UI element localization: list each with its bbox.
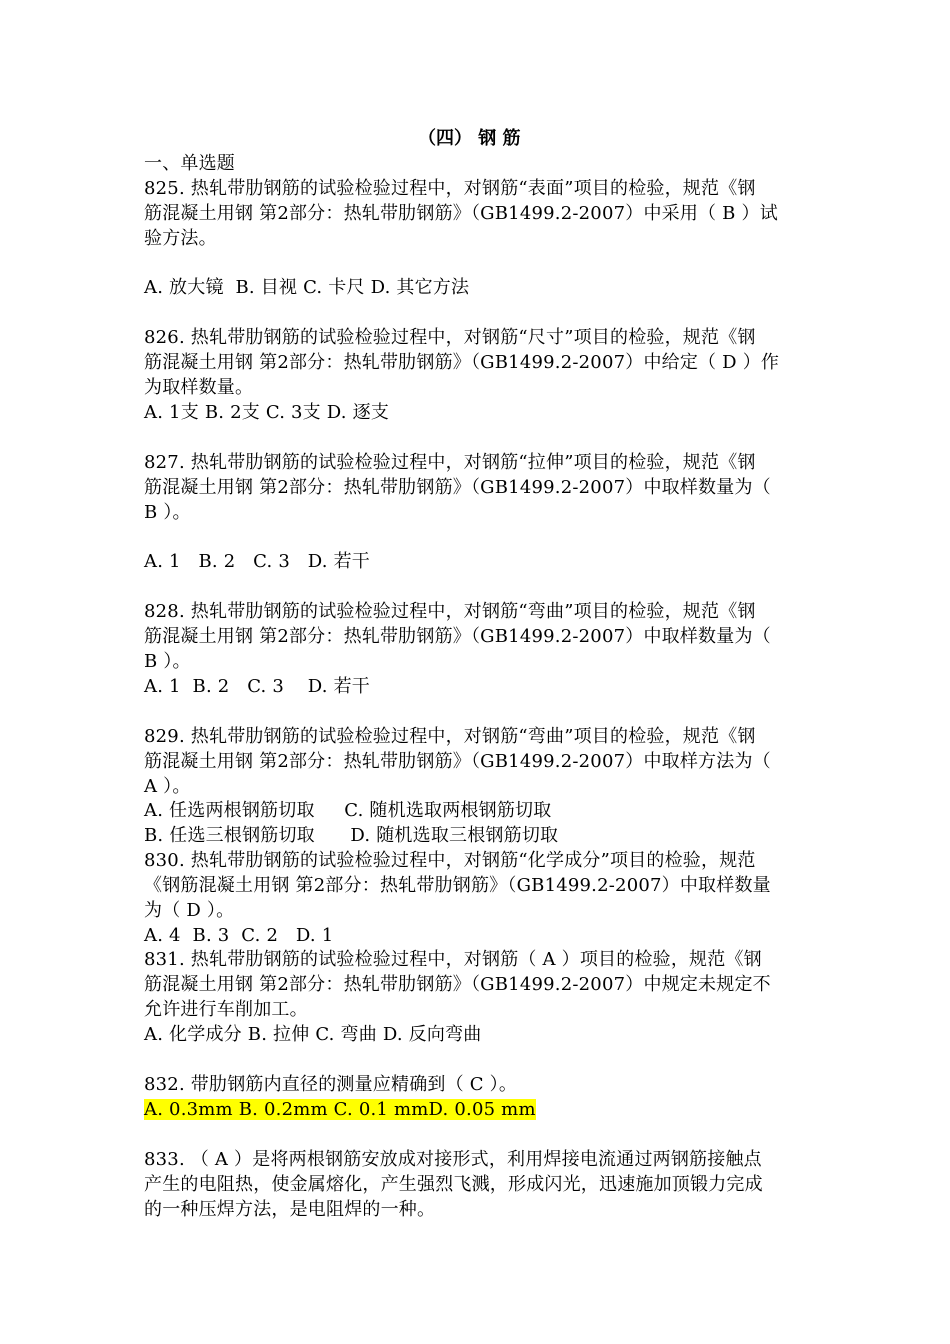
- q829-line-1: 829. 热轧带肋钢筋的试验检验过程中，对钢筋“弯曲”项目的检验，规范《钢: [144, 726, 756, 747]
- q829-options-1: A. 任选两根钢筋切取 C. 随机选取两根钢筋切取: [144, 800, 552, 821]
- q830-options: A. 4 B. 3 C. 2 D. 1: [144, 925, 334, 946]
- q833-line-3: 的一种压焊方法，是电阻焊的一种。: [144, 1199, 436, 1220]
- highlight-mark: A. 0.3mm B. 0.2mm C. 0.1 mmD. 0.05 mm: [144, 1099, 536, 1120]
- q828-line-3: B ）。: [144, 651, 191, 672]
- q831-line-2: 筋混凝土用钢 第2部分：热轧带肋钢筋》（GB1499.2-2007）中规定未规定不: [144, 974, 771, 995]
- q826-options: A. 1支 B. 2支 C. 3支 D. 逐支: [144, 402, 390, 423]
- q827-options: A. 1 B. 2 C. 3 D. 若干: [144, 551, 370, 572]
- q828-line-1: 828. 热轧带肋钢筋的试验检验过程中，对钢筋“弯曲”项目的检验，规范《钢: [144, 601, 756, 622]
- q831-line-3: 允许进行车削加工。: [144, 999, 308, 1020]
- q832-line-1: 832. 带肋钢筋内直径的测量应精确到（ C ）。: [144, 1074, 518, 1095]
- q832-options-highlighted: [144, 1097, 536, 1122]
- q831-line-1: 831. 热轧带肋钢筋的试验检验过程中，对钢筋（ A ）项目的检验，规范《钢: [144, 949, 762, 970]
- q827-line-3: B ）。: [144, 502, 191, 523]
- q826-line-1: 826. 热轧带肋钢筋的试验检验过程中，对钢筋“尺寸”项目的检验，规范《钢: [144, 327, 756, 348]
- q830-line-1: 830. 热轧带肋钢筋的试验检验过程中，对钢筋“化学成分”项目的检验，规范: [144, 850, 756, 871]
- q829-line-2: 筋混凝土用钢 第2部分：热轧带肋钢筋》（GB1499.2-2007）中取样方法为（: [144, 751, 771, 772]
- q828-options: A. 1 B. 2 C. 3 D. 若干: [144, 676, 370, 697]
- q826-line-3: 为取样数量。: [144, 377, 254, 398]
- q827-line-2: 筋混凝土用钢 第2部分：热轧带肋钢筋》（GB1499.2-2007）中取样数量为（: [144, 477, 771, 498]
- q833-line-2: 产生的电阻热，使金属熔化，产生强烈飞溅，形成闪光，迅速施加顶锻力完成: [144, 1174, 763, 1195]
- q827-line-1: 827. 热轧带肋钢筋的试验检验过程中，对钢筋“拉伸”项目的检验，规范《钢: [144, 452, 756, 473]
- section-title: （四） 钢 筋: [418, 128, 521, 149]
- q825-line-3: 验方法。: [144, 228, 217, 249]
- q829-options-2: B. 任选三根钢筋切取 D. 随机选取三根钢筋切取: [144, 825, 559, 846]
- q830-line-3: 为（ D ）。: [144, 900, 235, 921]
- q833-line-1: 833. （ A ）是将两根钢筋安放成对接形式，利用焊接电流通过两钢筋接触点: [144, 1149, 762, 1170]
- q826-line-2: 筋混凝土用钢 第2部分：热轧带肋钢筋》（GB1499.2-2007）中给定（ D ）作: [144, 352, 780, 373]
- q830-line-2: 《钢筋混凝土用钢 第2部分：热轧带肋钢筋》（GB1499.2-2007）中取样数量: [144, 875, 771, 896]
- q825-line-2: 筋混凝土用钢 第2部分：热轧带肋钢筋》（GB1499.2-2007）中采用（ B ）试: [144, 203, 778, 224]
- q831-options: A. 化学成分 B. 拉伸 C. 弯曲 D. 反向弯曲: [144, 1024, 482, 1045]
- q829-line-3: A ）。: [144, 776, 191, 797]
- q828-line-2: 筋混凝土用钢 第2部分：热轧带肋钢筋》（GB1499.2-2007）中取样数量为（: [144, 626, 771, 647]
- q825-line-1: 825. 热轧带肋钢筋的试验检验过程中，对钢筋“表面”项目的检验，规范《钢: [144, 178, 756, 199]
- q825-options: A. 放大镜 B. 目视 C. 卡尺 D. 其它方法: [144, 277, 470, 298]
- section-heading: 一、单选题: [144, 153, 235, 174]
